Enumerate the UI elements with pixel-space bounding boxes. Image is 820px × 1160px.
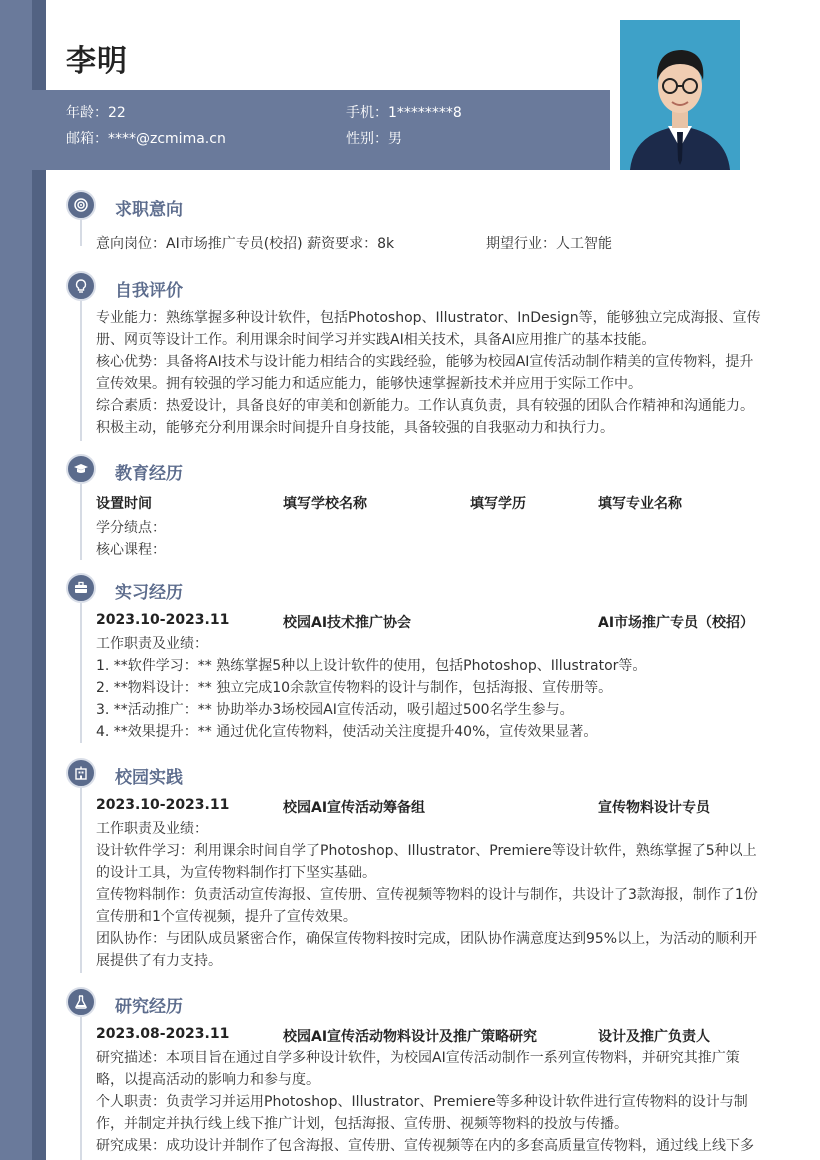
campus-org: 校园AI宣传活动筹备组 <box>283 800 426 816</box>
bulb-icon <box>66 271 96 301</box>
email-field <box>66 128 226 148</box>
internship-date: 2023.10-2023.11 <box>96 612 230 628</box>
campus-date: 2023.10-2023.11 <box>96 797 230 813</box>
research-role: 设计及推广负责人 <box>598 1029 710 1045</box>
internship-duties <box>96 633 766 743</box>
candidate-name: 李明 <box>66 44 128 79</box>
header-accent-bar <box>32 0 46 90</box>
self-eval-quality: 综合素质：热爱设计，具备良好的审美和创新能力。工作认真负责，具有较强的团队合作精神和沟通能力。积极主动，能够充分利用课余时间提升自身技能，具备较强的自我驱动力和执行力。 <box>96 398 754 436</box>
section-title-intent: 求职意向 <box>115 200 183 220</box>
age-value: 22 <box>108 105 126 121</box>
phone-label: 手机： <box>346 105 388 121</box>
edu-gpa: 学分绩点： <box>96 520 166 536</box>
section-title-self-eval: 自我评价 <box>115 281 183 301</box>
building-icon <box>66 758 96 788</box>
briefcase-icon <box>66 573 96 603</box>
internship-duty-item: 3. **活动推广：** 协助举办3场校园AI宣传活动，吸引超过500名学生参与。 <box>96 702 574 718</box>
edu-degree: 填写学历 <box>470 496 526 512</box>
gender-field <box>346 128 402 148</box>
profile-photo <box>620 20 740 170</box>
flask-icon <box>66 987 96 1017</box>
research-results: 研究成果：成功设计并制作了包含海报、宣传册、宣传视频等在内的多套高质量宣传物料，通过线上线下多 <box>96 1138 754 1154</box>
sidebar-strip <box>0 0 32 1160</box>
target-icon <box>66 190 96 220</box>
research-date: 2023.08-2023.11 <box>96 1026 230 1042</box>
internship-duty-item: 2. **物料设计：** 独立完成10余款宣传物料的设计与制作，包括海报、宣传册等。 <box>96 680 613 696</box>
campus-role: 宣传物料设计专员 <box>598 800 710 816</box>
intent-position: 意向岗位：AI市场推广专员(校招) 薪资要求：8k <box>96 236 395 252</box>
internship-duty-label: 工作职责及业绩： <box>96 636 208 652</box>
internship-role: AI市场推广专员（校招） <box>598 615 755 631</box>
section-title-internship: 实习经历 <box>115 583 183 603</box>
internship-duty-item: 1. **软件学习：** 熟练掌握5种以上设计软件的使用，包括Photoshop、Illustrator等。 <box>96 658 647 674</box>
campus-duty-label: 工作职责及业绩： <box>96 821 208 837</box>
timeline-line <box>80 788 82 973</box>
timeline-line <box>80 603 82 743</box>
self-eval-paragraph <box>96 307 766 439</box>
edu-school: 填写学校名称 <box>283 496 367 512</box>
gender-label: 性别： <box>346 131 388 147</box>
intent-industry: 期望行业：人工智能 <box>486 236 612 252</box>
research-project: 校园AI宣传活动物料设计及推广策略研究 <box>283 1029 538 1045</box>
phone-value: 1********8 <box>388 105 462 121</box>
campus-materials: 宣传物料制作：负责活动宣传海报、宣传册、宣传视频等物料的设计与制作，共设计了3款海报，制作了1份宣传册和1个宣传视频，提升了宣传效果。 <box>96 887 758 925</box>
edu-major: 填写专业名称 <box>598 496 682 512</box>
email-label: 邮箱： <box>66 131 108 147</box>
internship-duty-item: 4. **效果提升：** 通过优化宣传物料，使活动关注度提升40%，宣传效果显著。 <box>96 724 598 740</box>
section-title-campus: 校园实践 <box>115 768 183 788</box>
campus-software: 设计软件学习：利用课余时间自学了Photoshop、Illustrator、Premiere等设计软件，熟练掌握了5种以上的设计工具，为宣传物料制作打下坚实基础。 <box>96 843 757 881</box>
timeline-line <box>80 220 82 246</box>
campus-teamwork: 团队协作：与团队成员紧密合作，确保宣传物料按时完成，团队协作满意度达到95%以上，为活动的顺利开展提供了有力支持。 <box>96 931 758 969</box>
gender-value: 男 <box>388 131 402 147</box>
research-responsibility: 个人职责：负责学习并运用Photoshop、Illustrator、Premiere等多种设计软件进行宣传物料的设计与制作，并制定并执行线上线下推广计划，包括海报、宣传册、视频等物料的投放与传播。 <box>96 1094 748 1132</box>
self-eval-strength: 核心优势：具备将AI技术与设计能力相结合的实践经验，能够为校园AI宣传活动制作精美的宣传物料，提升宣传效果。拥有较强的学习能力和适应能力，能够快速掌握新技术并应用于实际工作中。 <box>96 354 754 392</box>
phone-field <box>346 102 462 122</box>
timeline-line <box>80 1017 82 1160</box>
internship-org: 校园AI技术推广协会 <box>283 615 412 631</box>
edu-courses: 核心课程： <box>96 542 166 558</box>
section-title-research: 研究经历 <box>115 997 183 1017</box>
age-label: 年龄： <box>66 105 108 121</box>
edu-time: 设置时间 <box>96 496 152 512</box>
email-value: ****@zcmima.cn <box>108 131 226 147</box>
graduation-cap-icon <box>66 454 96 484</box>
research-description: 研究描述：本项目旨在通过自学多种设计软件，为校园AI宣传活动制作一系列宣传物料，并研究其推广策略，以提高活动的影响力和参与度。 <box>96 1050 740 1088</box>
section-title-education: 教育经历 <box>115 464 183 484</box>
self-eval-professional: 专业能力：熟练掌握多种设计软件，包括Photoshop、Illustrator、InDesign等，能够独立完成海报、宣传册、网页等设计工作。利用课余时间学习并实践AI相关技术，具备AI应用推广的基本技能。 <box>96 310 761 348</box>
age-field <box>66 102 126 122</box>
campus-duties <box>96 818 766 972</box>
timeline-line <box>80 301 82 441</box>
content-rail <box>32 170 46 1160</box>
timeline-line <box>80 484 82 560</box>
research-details <box>96 1047 766 1157</box>
